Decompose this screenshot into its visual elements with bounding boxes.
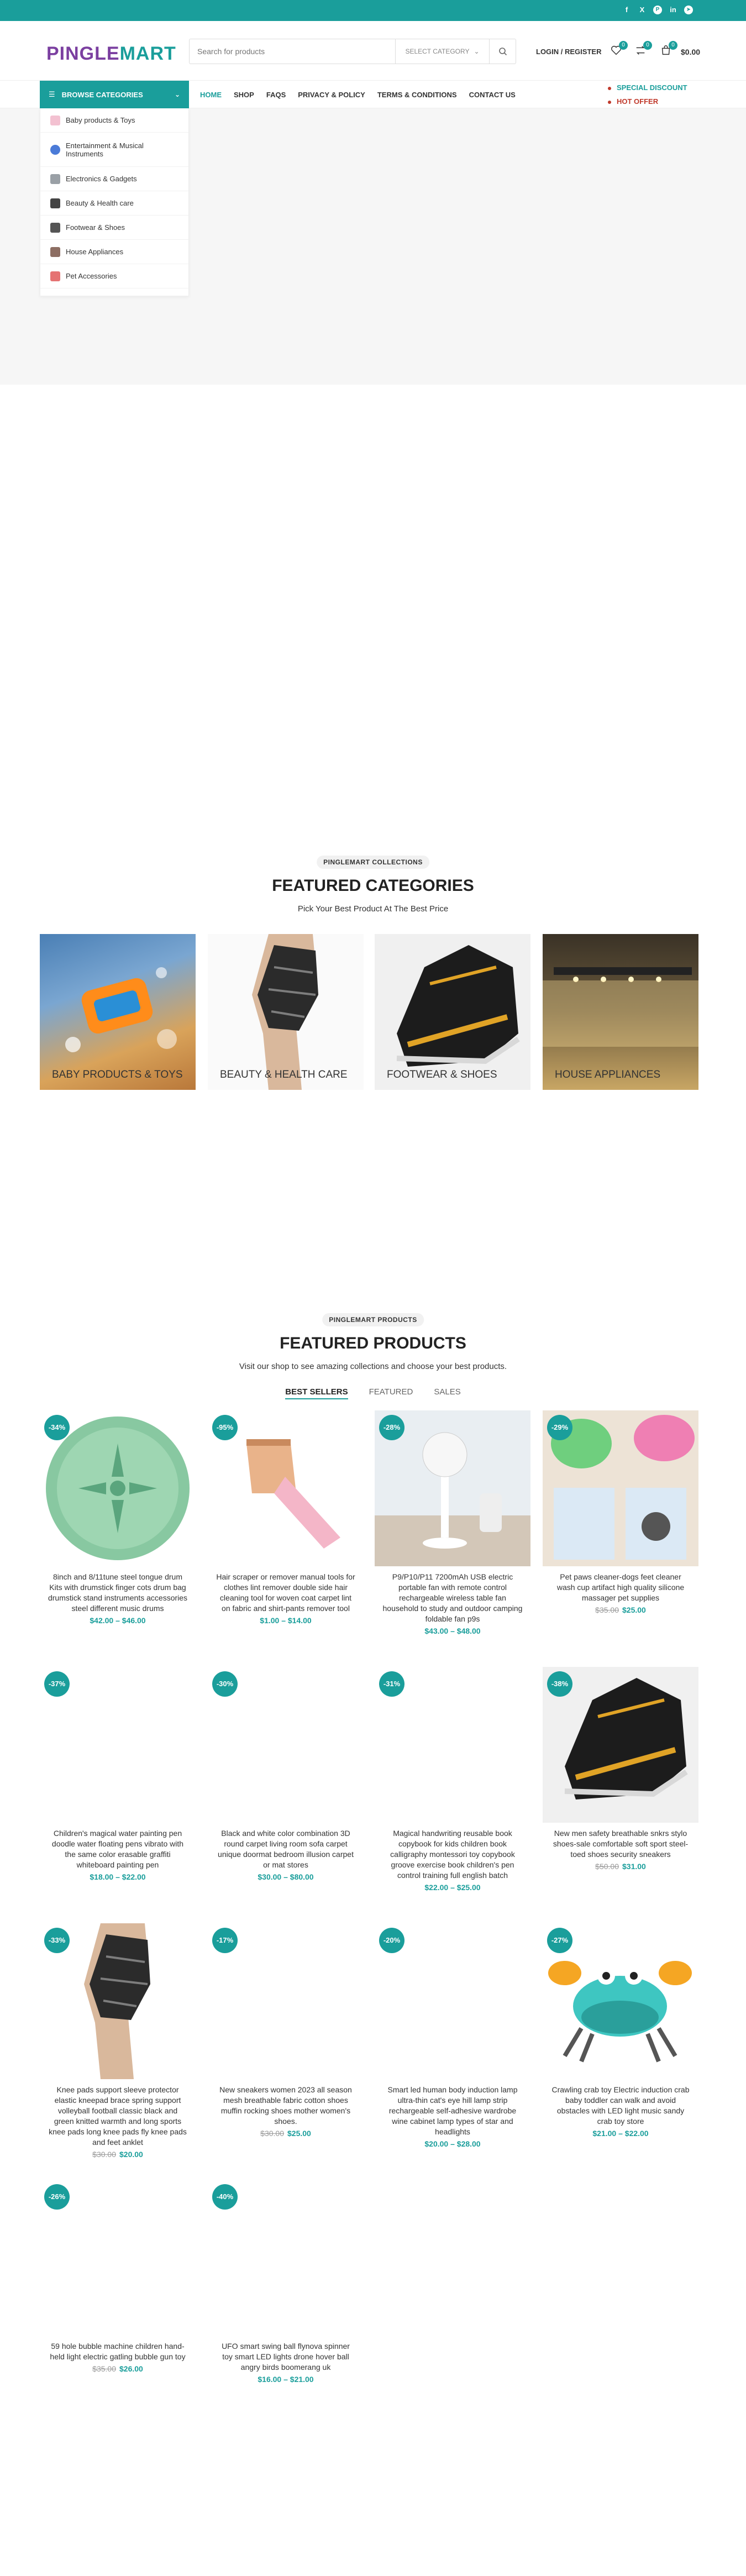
house-icon: [50, 247, 60, 257]
product-card[interactable]: [543, 1410, 698, 1614]
search-category-label: SELECT CATEGORY: [405, 48, 470, 55]
nav-shop[interactable]: SHOP: [234, 90, 254, 99]
collections-pill: PINGLEMART COLLECTIONS: [317, 856, 429, 869]
compare-count: 0: [643, 41, 652, 50]
product-price: [208, 2375, 364, 2384]
search-category-select[interactable]: [395, 39, 489, 64]
product-price-value: $42.00 – $46.00: [90, 1616, 146, 1625]
music-icon: [50, 145, 60, 155]
category-label: Baby products & Toys: [66, 116, 135, 124]
discount-badge: -37%: [44, 1671, 70, 1697]
discount-badge: -30%: [212, 1671, 238, 1697]
product-card[interactable]: [208, 1410, 364, 1625]
product-title[interactable]: 59 hole bubble machine children hand-held light electric gatling bubble gun toy: [50, 2342, 186, 2361]
featured-products-title: FEATURED PRODUCTS: [280, 1334, 466, 1352]
product-price-value: $25.00: [622, 1606, 646, 1614]
logo-part-1: PINGLE: [46, 43, 120, 64]
product-price-value: $26.00: [119, 2364, 143, 2373]
discount-badge: -95%: [212, 1415, 238, 1440]
wishlist-count: 0: [619, 41, 628, 50]
product-title[interactable]: New sneakers women 2023 all season mesh breathable fabric cotton shoes muffin rocking shoes mother women's shoes.: [219, 2085, 352, 2126]
product-price: [543, 1862, 698, 1871]
category-card-label: FOOTWEAR & SHOES: [387, 1069, 497, 1080]
top-bar: [0, 0, 746, 21]
product-image[interactable]: [208, 2180, 364, 2336]
discount-badge: -34%: [44, 1415, 70, 1440]
product-image[interactable]: [375, 1923, 530, 2079]
product-title[interactable]: P9/P10/P11 7200mAh USB electric portable fan with remote control rechargeable wireless table fan household to study and outdoor camping foldable fan p9s: [382, 1572, 523, 1623]
discount-badge: -17%: [212, 1928, 238, 1953]
baby-icon: [50, 116, 60, 125]
category-label: House Appliances: [66, 248, 124, 256]
featured-products-subtitle: Visit our shop to see amazing collections and choose your best products.: [239, 1362, 507, 1371]
product-price-value: $43.00 – $48.00: [424, 1627, 481, 1635]
pinterest-icon[interactable]: P: [653, 6, 662, 14]
search-button[interactable]: [489, 39, 516, 64]
product-price-value: $1.00 – $14.00: [260, 1616, 312, 1625]
browse-categories-label: BROWSE CATEGORIES: [61, 90, 143, 99]
product-title[interactable]: Magical handwriting reusable book copybook for kids children book calligraphy montessori toy copybook groove exercise book children's pen control training full english batch: [390, 1829, 515, 1880]
category-label: Footwear & Shoes: [66, 223, 125, 232]
shoe-image: [375, 934, 530, 1090]
search-input[interactable]: [190, 39, 395, 64]
product-price: [375, 2139, 530, 2148]
product-card[interactable]: [208, 1923, 364, 2138]
category-card-footwear[interactable]: [375, 934, 530, 1090]
category-dropdown: [40, 108, 189, 296]
nav-faqs[interactable]: FAQS: [266, 90, 286, 99]
product-price: [375, 1627, 530, 1635]
product-price-value: $31.00: [622, 1862, 646, 1871]
product-card[interactable]: [543, 1667, 698, 1871]
special-discount-link[interactable]: [608, 81, 687, 95]
product-price-value: $21.00 – $22.00: [592, 2129, 649, 2138]
category-item-pet[interactable]: [40, 264, 188, 288]
pet-icon: [50, 271, 60, 281]
product-title[interactable]: Children's magical water painting pen doodle water floating pens vibrato with the same color erasable graffiti whiteboard painting pen: [51, 1829, 184, 1869]
nav-menu: [200, 81, 516, 108]
facebook-icon[interactable]: f: [625, 6, 628, 14]
category-card-label: HOUSE APPLIANCES: [555, 1069, 661, 1080]
site-header: [0, 21, 746, 81]
hot-offer-label: HOT OFFER: [617, 97, 659, 106]
nav-terms-conditions[interactable]: TERMS & CONDITIONS: [377, 90, 457, 99]
product-card[interactable]: [40, 1667, 196, 1881]
product-image[interactable]: [40, 1923, 196, 2079]
product-tabs: [0, 1387, 746, 1399]
login-register-link[interactable]: LOGIN / REGISTER: [536, 48, 602, 56]
category-label: Pet Accessories: [66, 272, 117, 280]
menu-icon: ☰: [49, 90, 55, 98]
discount-badge: -28%: [379, 1415, 404, 1440]
hot-offer-link[interactable]: [608, 95, 687, 108]
product-card[interactable]: [40, 1410, 196, 1625]
product-price-value: $25.00: [287, 2129, 311, 2138]
product-price-value: $30.00 – $80.00: [258, 1872, 314, 1881]
product-title[interactable]: Pet paws cleaner-dogs feet cleaner wash cup artifact high quality silicone massager pet supplies: [556, 1572, 685, 1602]
special-discount-label: SPECIAL DISCOUNT: [617, 83, 687, 92]
category-card-beauty[interactable]: [208, 934, 364, 1090]
product-image[interactable]: [543, 1667, 698, 1823]
category-label: Beauty & Health care: [66, 199, 134, 207]
tab-best-sellers[interactable]: BEST SELLERS: [285, 1387, 348, 1399]
product-card[interactable]: [40, 2180, 196, 2373]
product-price-value: $20.00 – $28.00: [424, 2139, 481, 2148]
product-image[interactable]: [208, 1923, 364, 2079]
product-image[interactable]: [543, 1923, 698, 2079]
logo-part-2: MART: [119, 43, 176, 64]
product-old-price: $35.00: [595, 1606, 619, 1614]
product-price: [40, 2150, 196, 2159]
product-price: [40, 2364, 196, 2373]
product-card[interactable]: [375, 1667, 530, 1892]
wishlist-button[interactable]: [610, 44, 623, 57]
category-label: Electronics & Gadgets: [66, 175, 137, 183]
product-price: [40, 1872, 196, 1881]
promo-links: [608, 81, 687, 108]
beauty-icon: [50, 198, 60, 208]
category-item-entertainment[interactable]: [40, 133, 188, 167]
social-links: [622, 6, 693, 14]
browse-categories-button[interactable]: [40, 81, 189, 108]
discount-badge: -29%: [547, 1415, 572, 1440]
featured-categories-title: FEATURED CATEGORIES: [272, 877, 474, 895]
product-price-value: $18.00 – $22.00: [90, 1872, 146, 1881]
product-card[interactable]: [375, 1410, 530, 1635]
featured-categories-subtitle: Pick Your Best Product At The Best Price: [297, 904, 449, 914]
product-card[interactable]: [375, 1923, 530, 2148]
category-item-house[interactable]: [40, 240, 188, 264]
main-navigation: [0, 81, 746, 108]
search-bar: [189, 39, 516, 64]
shoe-icon: [50, 223, 60, 233]
product-card[interactable]: [208, 1667, 364, 1881]
nav-home[interactable]: HOME: [200, 90, 222, 99]
discount-badge: -26%: [44, 2184, 70, 2210]
nav-privacy-policy[interactable]: PRIVACY & POLICY: [298, 90, 365, 99]
discount-badge: -20%: [379, 1928, 404, 1953]
product-title[interactable]: Knee pads support sleeve protector elastic kneepad brace spring support volleyball football classic black and green knitted warmth and long sports knee pads long knee pads fly knee pads and feet anklet: [49, 2085, 187, 2147]
site-logo[interactable]: [46, 43, 176, 65]
toy-image: [40, 934, 196, 1090]
product-title[interactable]: New men safety breathable snkrs stylo shoes-sale comfortable soft sport steel-toed shoes security sneakers: [553, 1829, 689, 1859]
category-card-label: BEAUTY & HEALTH CARE: [220, 1069, 348, 1080]
discount-badge: -38%: [547, 1671, 572, 1697]
product-price: [543, 1606, 698, 1614]
tab-sales[interactable]: SALES: [434, 1387, 461, 1397]
product-price-value: $20.00: [119, 2150, 143, 2159]
product-old-price: $30.00: [92, 2150, 116, 2159]
compare-button[interactable]: [634, 44, 648, 57]
products-pill: PINGLEMART PRODUCTS: [322, 1313, 424, 1326]
product-price-value: $16.00 – $21.00: [258, 2375, 314, 2384]
product-price: [543, 2129, 698, 2138]
linkedin-icon[interactable]: in: [670, 6, 676, 14]
product-card[interactable]: [543, 1923, 698, 2138]
category-label: Entertainment & Musical Instruments: [66, 141, 144, 158]
product-image[interactable]: [375, 1410, 530, 1566]
category-card-house[interactable]: [543, 934, 698, 1090]
product-card[interactable]: [208, 2180, 364, 2384]
product-title[interactable]: Crawling crab toy Electric induction crab baby toddler can walk and avoid obstacles with LED light music sandy crab toy store: [551, 2085, 690, 2126]
discount-badge: -40%: [212, 2184, 238, 2210]
product-price: [208, 1616, 364, 1625]
category-item-beauty[interactable]: [40, 191, 188, 216]
lamp-image: [543, 934, 698, 1090]
product-price: [375, 1883, 530, 1892]
chevron-down-icon: ⌄: [474, 48, 480, 55]
product-image[interactable]: [375, 1667, 530, 1823]
product-old-price: $35.00: [92, 2364, 116, 2373]
cart-button[interactable]: [660, 44, 673, 57]
product-title[interactable]: Smart led human body induction lamp ultra-thin cat's eye hill lamp strip rechargeable self-adhesive wardrobe wine cabinet lamp types of star and headlights: [387, 2085, 518, 2136]
product-image[interactable]: [208, 1667, 364, 1823]
product-title[interactable]: Black and white color combination 3D round carpet living room sofa carpet unique doormat bedroom illusion carpet or mat stores: [218, 1829, 354, 1869]
product-image[interactable]: [40, 1410, 196, 1566]
product-title[interactable]: UFO smart swing ball flynova spinner toy smart LED lights drone hover ball angry birds boomerang uk: [222, 2342, 350, 2372]
cart-total[interactable]: $0.00: [681, 48, 701, 56]
product-price-value: $22.00 – $25.00: [424, 1883, 481, 1892]
category-card-baby[interactable]: [40, 934, 196, 1090]
nav-contact-us[interactable]: CONTACT US: [469, 90, 516, 99]
category-item-footwear[interactable]: [40, 216, 188, 240]
x-icon[interactable]: X: [639, 6, 645, 14]
product-title[interactable]: 8inch and 8/11tune steel tongue drum Kits with drumstick finger cots drum bag drumstick stand instruments accessories steel different music drums: [48, 1572, 188, 1613]
product-card[interactable]: [40, 1923, 196, 2159]
product-image[interactable]: [40, 2180, 196, 2336]
category-card-label: BABY PRODUCTS & TOYS: [52, 1069, 183, 1080]
electronics-icon: [50, 174, 60, 184]
product-image[interactable]: [40, 1667, 196, 1823]
chevron-down-icon: ⌄: [174, 91, 180, 98]
search-icon: [498, 47, 507, 56]
product-image[interactable]: [543, 1410, 698, 1566]
product-price: [208, 1872, 364, 1881]
telegram-icon[interactable]: ➤: [684, 6, 693, 14]
discount-badge: -33%: [44, 1928, 70, 1953]
product-title[interactable]: Hair scraper or remover manual tools for clothes lint remover double side hair cleaning tool for woven coat carpet lint on fabric and shirt-pants remover tool: [216, 1572, 355, 1613]
knee-pad-image: [208, 934, 364, 1090]
discount-badge: -27%: [547, 1928, 572, 1953]
product-price: [40, 1616, 196, 1625]
product-image[interactable]: [208, 1410, 364, 1566]
product-price: [208, 2129, 364, 2138]
category-item-baby[interactable]: [40, 108, 188, 133]
product-old-price: $30.00: [260, 2129, 284, 2138]
cart-count: 0: [669, 41, 677, 50]
product-old-price: $50.00: [595, 1862, 619, 1871]
tab-featured[interactable]: FEATURED: [369, 1387, 413, 1397]
discount-badge: -31%: [379, 1671, 404, 1697]
category-item-electronics[interactable]: [40, 167, 188, 191]
